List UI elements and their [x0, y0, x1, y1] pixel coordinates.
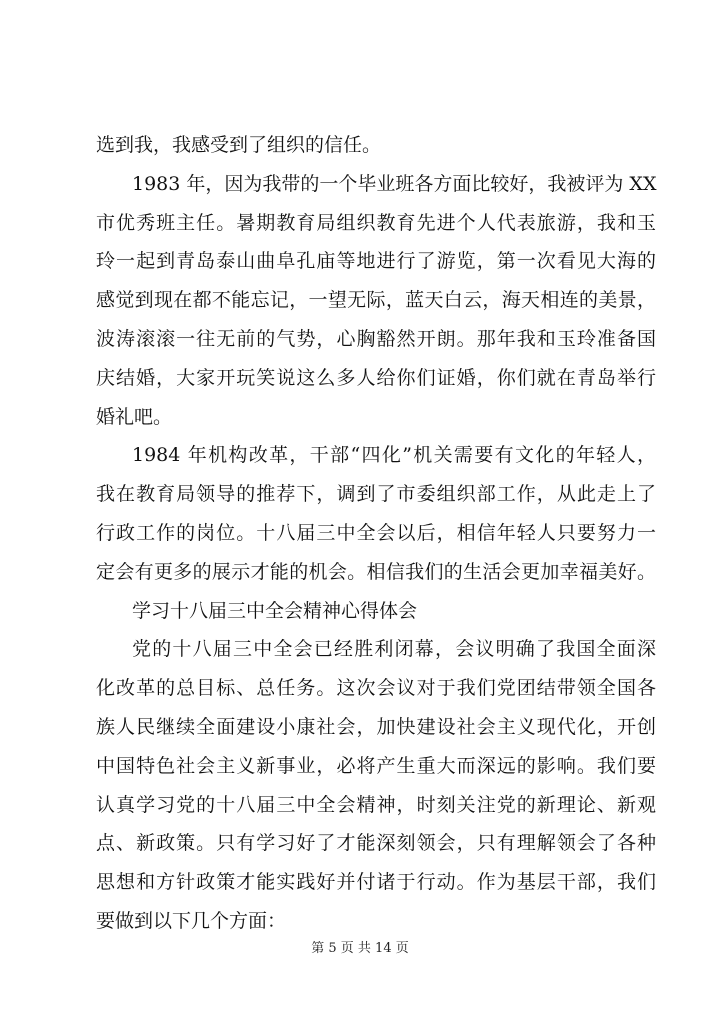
text-line: 市优秀班主任。暑期教育局组织教育先进个人代表旅游，我和玉: [96, 211, 656, 234]
text-line: 族人民继续全面建设小康社会，加快建设社会主义现代化，开创: [96, 715, 656, 738]
text-line: 1983 年，因为我带的一个毕业班各方面比较好，我被评为 XX: [132, 172, 657, 195]
text-line: 行政工作的岗位。十八届三中全会以后，相信年轻人只要努力一: [96, 521, 656, 544]
text-line: 认真学习党的十八届三中全会精神，时刻关注党的新理论、新观: [96, 793, 656, 816]
text-line: 我在教育局领导的推荐下，调到了市委组织部工作，从此走上了: [96, 483, 656, 506]
text-line: 感觉到现在都不能忘记，一望无际，蓝天白云，海天相连的美景，: [96, 289, 656, 312]
text-line: 定会有更多的展示才能的机会。相信我们的生活会更加幸福美好。: [96, 560, 656, 583]
text-line: 选到我，我感受到了组织的信任。: [96, 134, 382, 156]
page-footer: [0, 937, 720, 956]
document-body: [96, 126, 656, 941]
text-line: 中国特色社会主义新事业，必将产生重大而深远的影响。我们要: [96, 754, 656, 777]
text-line: 点、新政策。只有学习好了才能深刻领会，只有理解领会了各种: [96, 832, 656, 855]
page-number: 第 5 页 共 14 页: [311, 941, 409, 956]
text-line: 化改革的总目标、总任务。这次会议对于我们党团结带领全国各: [96, 677, 656, 700]
text-line: 波涛滚滚一往无前的气势，心胸豁然开朗。那年我和玉玲准备国: [96, 327, 656, 350]
text-line: 思想和方针政策才能实践好并付诸于行动。作为基层干部，我们: [96, 871, 656, 894]
text-line: 党的十八届三中全会已经胜利闭幕，会议明确了我国全面深: [132, 638, 656, 661]
text-line: 1984 年机构改革，干部“四化”机关需要有文化的年轻人，: [132, 444, 656, 467]
text-line: 婚礼吧。: [96, 405, 173, 428]
text-line: 玲一起到青岛泰山曲阜孔庙等地进行了游览，第一次看见大海的: [96, 250, 656, 273]
section-heading: 学习十八届三中全会精神心得体会: [132, 599, 418, 622]
text-line: 庆结婚，大家开玩笑说这么多人给你们证婚，你们就在青岛举行: [96, 366, 656, 389]
text-line: 要做到以下几个方面：: [96, 909, 287, 932]
